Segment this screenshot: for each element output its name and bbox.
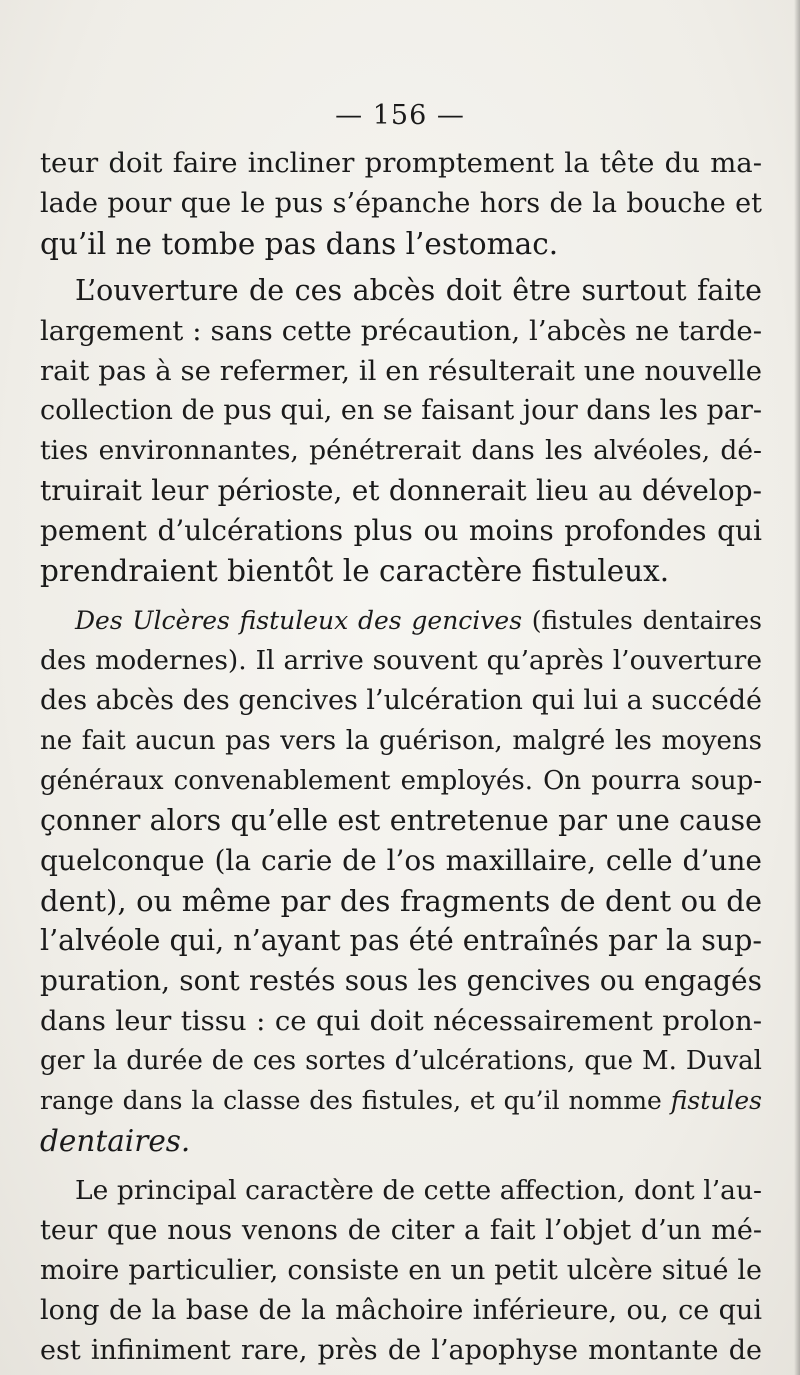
- text-line: puration, sont restés sous les gencives ou engagés: [40, 964, 762, 997]
- text-line: généraux convenablement employés. On pourra soup-: [40, 766, 762, 796]
- text-line: est infiniment rare, près de l’apophyse montante de: [40, 1335, 762, 1366]
- text-line: truirait leur périoste, et donnerait lieu au dévelop-: [40, 474, 762, 507]
- text-line: teur que nous venons de citer a fait l’objet d’un mé-: [40, 1215, 762, 1246]
- text-line: [40, 1083, 762, 1119]
- paragraph-first-line: Le principal caractère de cette affection, dont l’au-: [75, 1175, 762, 1206]
- text-line: dent), ou même par des fragments de dent ou de: [40, 884, 762, 918]
- text-line: çonner alors qu’elle est entretenue par une cause: [40, 804, 762, 837]
- line-text: range dans la classe des fistules, et qu’il nomme: [40, 1086, 671, 1115]
- text-line: ne fait aucun pas vers la guérison, malgré les moyens: [40, 726, 762, 756]
- text-line: des modernes). Il arrive souvent qu’après l’ouverture: [40, 645, 762, 676]
- page-number: — 156 —: [335, 100, 465, 131]
- italic-term: fistules: [670, 1086, 762, 1115]
- section-heading: Des Ulcères fistuleux des gencives: [75, 606, 523, 635]
- paragraph-first-line: L’ouverture de ces abcès doit être surtout faite: [75, 274, 762, 307]
- text-line: moire particulier, consiste en un petit ulcère situé le: [40, 1255, 762, 1286]
- text-line: lade pour que le pus s’épanche hors de la bouche et: [40, 188, 762, 219]
- text-line: teur doit faire incliner promptement la tête du ma-: [40, 147, 762, 179]
- text-line: long de la base de la mâchoire inférieure, ou, ce qui: [40, 1295, 762, 1326]
- text-line: ties environnantes, pénétrerait dans les alvéoles, dé-: [40, 435, 762, 466]
- text-line: l’alvéole qui, n’ayant pas été entraînés par la sup-: [40, 924, 763, 957]
- text-line: largement : sans cette précaution, l’abcès ne tarde-: [40, 315, 762, 347]
- text-line: collection de pus qui, en se faisant jour dans les par-: [40, 395, 762, 426]
- text-line: des abcès des gencives l’ulcération qui lui a succédé: [40, 685, 762, 716]
- paragraph-first-line: [75, 603, 762, 639]
- text-line: rait pas à se refermer, il en résulterait une nouvelle: [40, 355, 762, 387]
- text-line: prendraient bientôt le caractère fistuleux.: [40, 554, 670, 588]
- text-line: [40, 1123, 762, 1159]
- heading-rest: (fistules dentaires: [522, 606, 763, 635]
- scan-edge-shadow: [794, 0, 800, 1375]
- text-line: quelconque (la carie de l’os maxillaire, celle d’une: [40, 844, 762, 877]
- text-line: pement d’ulcérations plus ou moins profondes qui: [40, 514, 762, 547]
- text-line: qu’il ne tombe pas dans l’estomac.: [40, 227, 559, 261]
- text-line: ger la durée de ces sortes d’ulcérations, que M. Duval: [40, 1046, 762, 1076]
- text-line: dans leur tissu : ce qui doit nécessairement prolon-: [40, 1005, 762, 1037]
- italic-term: dentaires.: [40, 1124, 191, 1158]
